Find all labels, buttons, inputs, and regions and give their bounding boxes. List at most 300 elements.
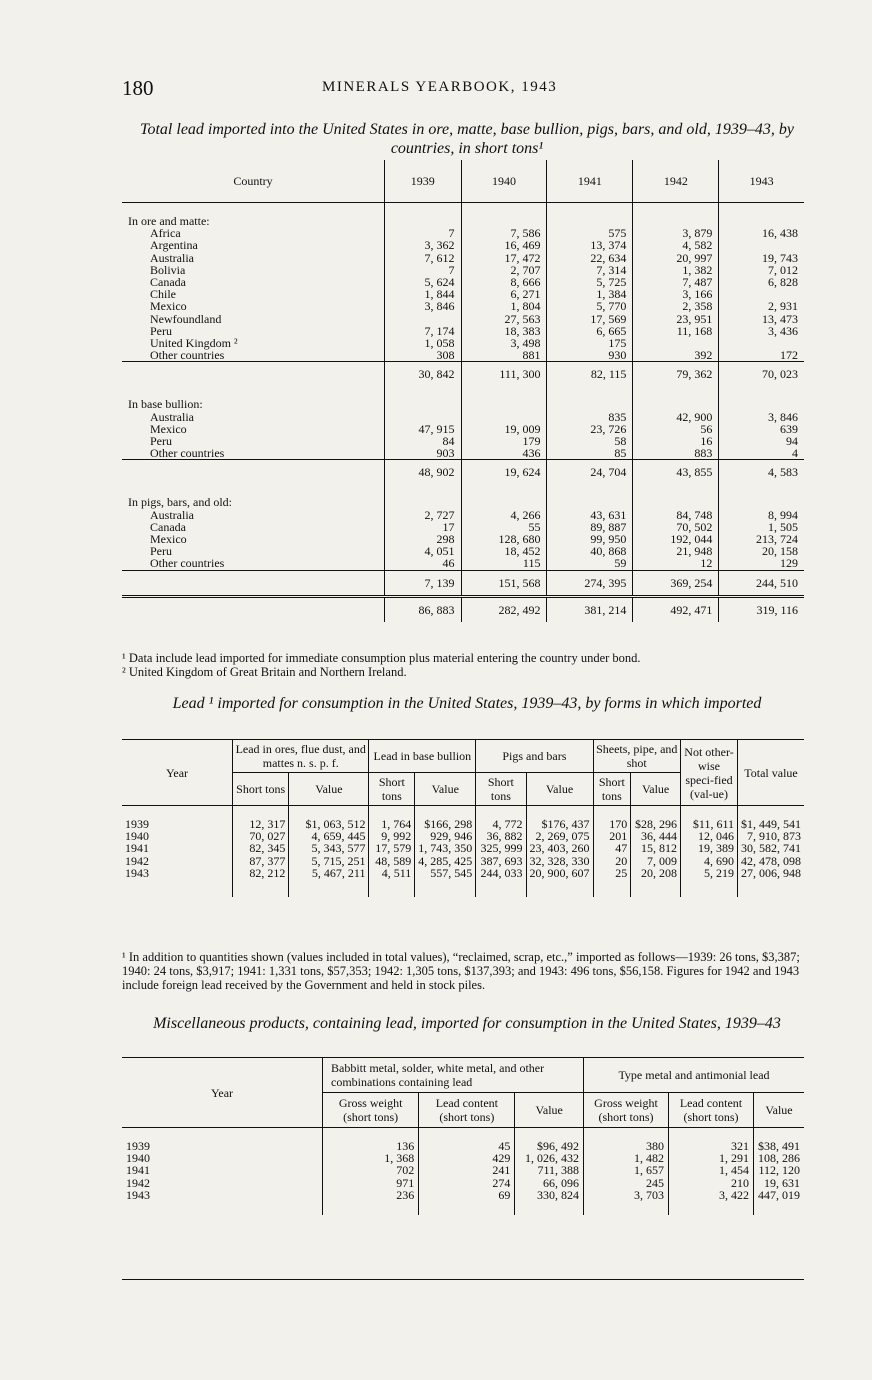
spacer-cell — [547, 386, 633, 398]
country-name: Argentina — [122, 239, 385, 251]
tonnage-cell: 13, 473 — [762, 311, 798, 326]
value-cell: 1, 657 — [584, 1164, 669, 1176]
tonnage-cell: 27, 563 — [461, 313, 547, 325]
tonnage-cell: 308 — [385, 349, 462, 362]
total-cell: 48, 902 — [385, 460, 462, 485]
value-cell: 330, 824 — [515, 1189, 584, 1215]
table3-title: Miscellaneous products, containing lead, imported for consumption in the United States, 1939–43 — [153, 1015, 781, 1032]
value-cell: 245 — [584, 1177, 669, 1189]
tonnage-cell: 56 — [633, 423, 719, 435]
spacer-cell — [461, 386, 547, 398]
table-row — [122, 252, 804, 264]
empty-cell — [461, 398, 547, 410]
value-cell: 17, 579 — [369, 842, 415, 854]
year-header: 1943 — [719, 160, 804, 203]
value-cell: 66, 096 — [515, 1177, 584, 1189]
value-cell: $11, 611 — [681, 806, 738, 831]
table3-bottom-rule — [122, 1279, 804, 1280]
tonnage-cell: 7, 174 — [385, 325, 462, 337]
tonnage-cell: 18, 452 — [461, 545, 547, 557]
country-name: Australia — [122, 509, 385, 521]
value-cell: 48, 589 — [369, 855, 415, 867]
tonnage-cell: 40, 868 — [547, 545, 633, 557]
spacer-cell — [719, 203, 804, 216]
tonnage-cell: 17 — [385, 521, 462, 533]
value-cell: 5, 343, 577 — [289, 842, 369, 854]
tonnage-cell: 1, 384 — [547, 288, 633, 300]
year-cell: 1940 — [126, 1151, 150, 1166]
value-cell: $166, 298 — [415, 806, 476, 831]
total-cell: 7, 139 — [385, 570, 462, 596]
table-row — [122, 313, 804, 325]
spacer-cell — [633, 386, 719, 398]
tonnage-cell: 70, 502 — [633, 521, 719, 533]
value-cell: 447, 019 — [753, 1189, 804, 1215]
tonnage-cell: 1, 804 — [461, 300, 547, 312]
value-cell: 929, 946 — [415, 830, 476, 842]
total-cell: 82, 115 — [547, 362, 633, 387]
empty-cell — [719, 398, 804, 410]
tonnage-cell: 7 — [385, 227, 462, 239]
value-cell: $38, 491 — [753, 1128, 804, 1153]
tonnage-cell: 930 — [547, 349, 633, 362]
total-cell: 4, 583 — [719, 460, 804, 485]
tonnage-cell: 6, 271 — [461, 288, 547, 300]
tonnage-cell: 20, 158 — [762, 544, 798, 559]
page-number: 180 — [122, 76, 154, 100]
table-row — [122, 447, 804, 460]
value-cell: $1, 063, 512 — [289, 806, 369, 831]
tonnage-cell: 84 — [385, 435, 462, 447]
country-name: Mexico — [122, 300, 385, 312]
country-name: Peru — [122, 325, 385, 337]
table1-title: Total lead imported into the United States in ore, matte, base bullion, pigs, bars, and old, 1939–43, by countries, in short tons¹ — [140, 121, 794, 157]
table-row — [122, 1152, 804, 1164]
tonnage-cell: 16, 438 — [762, 226, 798, 241]
tonnage-cell: 881 — [461, 349, 547, 362]
value-cell: 244, 033 — [476, 867, 526, 897]
value-cell: 108, 286 — [753, 1152, 804, 1164]
value-cell: 274 — [419, 1177, 515, 1189]
tonnage-cell: 16, 469 — [461, 239, 547, 251]
tonnage-cell: 59 — [547, 557, 633, 570]
value-cell: 20, 208 — [631, 867, 681, 897]
value-cell: 241 — [419, 1164, 515, 1176]
tonnage-cell: 3, 498 — [461, 337, 547, 349]
short-tons-header: Short tons — [476, 773, 526, 806]
tonnage-cell: 58 — [547, 435, 633, 447]
tonnage-cell: 4, 582 — [633, 239, 719, 251]
country-name: Canada — [122, 521, 385, 533]
value-header: Value — [631, 773, 681, 806]
total-cell: 70, 023 — [719, 362, 804, 387]
sheets-pipe-shot-header: Sheets, pipe, and shot — [593, 740, 680, 773]
value-cell: 170 — [593, 806, 631, 831]
value-cell: 5, 467, 211 — [289, 867, 369, 897]
value-cell: 7, 910, 873 — [738, 830, 805, 842]
tonnage-cell: 3, 879 — [633, 227, 719, 239]
section-heading-row — [122, 398, 804, 410]
tonnage-cell — [385, 411, 462, 423]
value-cell: 25 — [593, 867, 631, 897]
empty-cell — [633, 398, 719, 410]
value-cell: 36, 882 — [476, 830, 526, 842]
country-name: Chile — [122, 288, 385, 300]
table-row — [122, 1128, 804, 1153]
spacer-cell — [385, 484, 462, 496]
total-label-cell — [122, 460, 385, 485]
tonnage-cell — [461, 411, 547, 423]
spacer-cell — [719, 386, 804, 398]
total-cell: 274, 395 — [547, 570, 633, 596]
tonnage-cell: 17, 472 — [461, 252, 547, 264]
tonnage-cell: 13, 374 — [547, 239, 633, 251]
table2-title: Lead ¹ imported for consumption in the United States, 1939–43, by forms in which imported — [172, 695, 762, 712]
value-cell: 3, 703 — [584, 1189, 669, 1215]
value-cell: 5, 219 — [681, 867, 738, 897]
tonnage-cell: 22, 634 — [547, 252, 633, 264]
spacer-cell — [547, 484, 633, 496]
tonnage-cell: 94 — [786, 434, 798, 449]
tonnage-cell: 129 — [780, 556, 798, 571]
tonnage-cell: 7, 487 — [633, 276, 719, 288]
tonnage-cell: 4, 266 — [461, 509, 547, 521]
spacer-cell — [633, 203, 719, 216]
spacer-cell — [385, 203, 462, 216]
value-cell: 325, 999 — [476, 842, 526, 854]
year-cell: 1942 — [125, 853, 149, 868]
table-row — [122, 239, 804, 251]
value-cell: 210 — [669, 1177, 754, 1189]
tonnage-cell: 11, 168 — [633, 325, 719, 337]
value-cell: 387, 693 — [476, 855, 526, 867]
empty-cell — [633, 496, 719, 508]
year-cell: 1941 — [125, 841, 149, 856]
header-row — [122, 160, 804, 203]
tonnage-cell: 4, 051 — [385, 545, 462, 557]
tonnage-cell: 19, 009 — [461, 423, 547, 435]
tonnage-cell: 55 — [461, 521, 547, 533]
year-header: 1940 — [461, 160, 547, 203]
table2-body — [122, 806, 804, 898]
tonnage-cell: 99, 950 — [547, 533, 633, 545]
total-label-cell — [122, 570, 385, 596]
value-cell: $1, 449, 541 — [738, 806, 805, 831]
spacer-cell — [461, 484, 547, 496]
tonnage-cell: 6, 665 — [547, 325, 633, 337]
spacer-row — [122, 203, 804, 216]
value-cell: 27, 006, 948 — [738, 867, 805, 897]
value-cell: 971 — [323, 1177, 419, 1189]
value-cell: $96, 492 — [515, 1128, 584, 1153]
value-header: Value — [289, 773, 369, 806]
table-row — [122, 411, 804, 423]
tonnage-cell: 89, 887 — [547, 521, 633, 533]
tonnage-cell: 21, 948 — [633, 545, 719, 557]
tonnage-cell: 2, 707 — [461, 264, 547, 276]
value-header: Value — [415, 773, 476, 806]
value-cell: 20 — [593, 855, 631, 867]
tonnage-cell: 84, 748 — [633, 509, 719, 521]
grand-total-cell: 86, 883 — [385, 596, 462, 622]
value-cell: $28, 296 — [631, 806, 681, 831]
country-name: Mexico — [122, 423, 385, 435]
total-cell: 30, 842 — [385, 362, 462, 387]
tonnage-cell: 18, 383 — [461, 325, 547, 337]
year-cell: 1939 — [126, 1139, 150, 1153]
value-cell: 69 — [419, 1189, 515, 1215]
value-cell: 4, 659, 445 — [289, 830, 369, 842]
value-cell: 1, 764 — [369, 806, 415, 831]
value-cell: 7, 009 — [631, 855, 681, 867]
value-cell: 1, 454 — [669, 1164, 754, 1176]
table1-footnote-1: ¹ Data include lead imported for immediate consumption plus material entering the country under bond. — [122, 651, 641, 665]
year-header: Year — [122, 740, 233, 806]
spacer-cell — [461, 203, 547, 216]
grand-total-cell: 319, 116 — [719, 596, 804, 622]
tonnage-cell: 43, 631 — [547, 509, 633, 521]
running-head: MINERALS YEARBOOK, 1943 — [322, 79, 558, 95]
value-cell: 2, 269, 075 — [526, 830, 593, 842]
total-cell: 369, 254 — [633, 570, 719, 596]
empty-cell — [385, 398, 462, 410]
gross-weight-header: Gross weight (short tons) — [323, 1093, 419, 1128]
value-cell: 557, 545 — [415, 867, 476, 897]
tonnage-cell: 3, 362 — [385, 239, 462, 251]
tonnage-cell: 5, 770 — [547, 300, 633, 312]
tonnage-cell: 5, 725 — [547, 276, 633, 288]
section-heading: In ore and matte: — [122, 215, 385, 227]
tonnage-cell: 2, 931 — [768, 299, 798, 314]
year-header: 1942 — [633, 160, 719, 203]
tonnage-cell: 2, 727 — [385, 509, 462, 521]
value-cell: 9, 992 — [369, 830, 415, 842]
babbitt-metal-header: Babbitt metal, solder, white metal, and other combinations containing lead — [323, 1058, 584, 1093]
value-cell: 5, 715, 251 — [289, 855, 369, 867]
lead-content-header: Lead content (short tons) — [419, 1093, 515, 1128]
section-total-row — [122, 460, 804, 485]
tonnage-cell: 436 — [461, 447, 547, 460]
year-header: 1941 — [547, 160, 633, 203]
tonnage-cell: 23, 726 — [547, 423, 633, 435]
tonnage-cell: 85 — [547, 447, 633, 460]
misc-lead-products-table — [122, 1057, 804, 1215]
country-header: Country — [122, 160, 385, 203]
section-heading: In pigs, bars, and old: — [122, 496, 385, 508]
country-name: Bolivia — [122, 264, 385, 276]
total-value-header: Total value — [738, 740, 805, 806]
value-cell: 42, 478, 098 — [738, 855, 805, 867]
tonnage-cell — [385, 313, 462, 325]
value-cell: 429 — [419, 1152, 515, 1164]
value-cell: 4, 285, 425 — [415, 855, 476, 867]
tonnage-cell: 1, 058 — [385, 337, 462, 349]
section-heading: In base bullion: — [122, 398, 385, 410]
grand-total-cell: 381, 214 — [547, 596, 633, 622]
tonnage-cell: 4 — [792, 446, 798, 461]
year-cell: 1943 — [126, 1187, 150, 1202]
tonnage-cell: 12 — [633, 557, 719, 570]
total-label-cell — [122, 596, 385, 622]
total-cell: 111, 300 — [461, 362, 547, 387]
section-heading-row — [122, 496, 804, 508]
tonnage-cell: 1, 382 — [633, 264, 719, 276]
country-name: Peru — [122, 435, 385, 447]
base-bullion-header: Lead in base bullion — [369, 740, 476, 773]
value-cell: 12, 317 — [233, 806, 289, 831]
short-tons-header: Short tons — [233, 773, 289, 806]
tonnage-cell: 8, 666 — [461, 276, 547, 288]
spacer-cell — [633, 484, 719, 496]
table-row — [122, 867, 804, 897]
empty-cell — [385, 496, 462, 508]
tonnage-cell: 7 — [385, 264, 462, 276]
year-header: 1939 — [385, 160, 462, 203]
lead-content-header: Lead content (short tons) — [669, 1093, 754, 1128]
value-cell: 19, 389 — [681, 842, 738, 854]
value-cell: 136 — [323, 1128, 419, 1153]
value-cell: 1, 026, 432 — [515, 1152, 584, 1164]
value-cell: 702 — [323, 1164, 419, 1176]
table-row — [122, 806, 804, 831]
grand-total-cell: 282, 492 — [461, 596, 547, 622]
tonnage-cell: 3, 846 — [385, 300, 462, 312]
tonnage-cell: 2, 358 — [633, 300, 719, 312]
value-cell: 82, 212 — [233, 867, 289, 897]
table2-footnote: ¹ In addition to quantities shown (values included in total values), “reclaimed, scrap, etc.,” imported as follows—1939: 26 tons, $3,387; 1940: 24 tons, $3,917; 1941: 1,331 tons, $57,353; 1942: 1,305 tons, $137,393; and 1943: 496 tons, $56,158. Figures for 1942 and 1943 include foreign lead received by the Government and held in stock piles. — [122, 950, 800, 992]
total-cell: 151, 568 — [461, 570, 547, 596]
empty-cell — [719, 496, 804, 508]
value-cell: 380 — [584, 1128, 669, 1153]
total-cell: 19, 624 — [461, 460, 547, 485]
total-cell: 24, 704 — [547, 460, 633, 485]
tonnage-cell: 46 — [385, 557, 462, 570]
total-cell: 43, 855 — [633, 460, 719, 485]
total-label-cell — [122, 362, 385, 387]
year-cell: 1941 — [126, 1163, 150, 1178]
tonnage-cell: 179 — [461, 435, 547, 447]
tonnage-cell: 575 — [547, 227, 633, 239]
value-cell: 1, 368 — [323, 1152, 419, 1164]
table-row — [122, 349, 804, 362]
table-row — [122, 1189, 804, 1215]
year-cell: 1943 — [125, 865, 149, 880]
year-cell: 1942 — [126, 1175, 150, 1190]
country-name: Australia — [122, 411, 385, 423]
tonnage-cell: 6, 828 — [768, 275, 798, 290]
page-header — [122, 76, 802, 100]
spacer-cell — [719, 484, 804, 496]
tonnage-cell: 128, 680 — [461, 533, 547, 545]
tonnage-cell: 392 — [633, 349, 719, 362]
country-name: Other countries — [122, 557, 385, 570]
spacer-cell — [385, 386, 462, 398]
tonnage-cell: 47, 915 — [385, 423, 462, 435]
value-cell: 112, 120 — [753, 1164, 804, 1176]
section-total-row — [122, 362, 804, 387]
tonnage-cell: 42, 900 — [633, 411, 719, 423]
pigs-bars-header: Pigs and bars — [476, 740, 593, 773]
tonnage-cell: 835 — [547, 411, 633, 423]
table-row — [122, 842, 804, 854]
value-cell: 1, 291 — [669, 1152, 754, 1164]
value-cell: 30, 582, 741 — [738, 842, 805, 854]
total-cell: 244, 510 — [719, 570, 804, 596]
value-cell: 32, 328, 330 — [526, 855, 593, 867]
country-name: Other countries — [122, 349, 385, 362]
tonnage-cell: 1, 844 — [385, 288, 462, 300]
tonnage-cell: 19, 743 — [762, 250, 798, 265]
country-name: Australia — [122, 252, 385, 264]
table-row — [122, 300, 804, 312]
empty-cell — [547, 496, 633, 508]
tonnage-cell: 175 — [547, 337, 633, 349]
tonnage-cell: 5, 624 — [385, 276, 462, 288]
year-cell: 1939 — [125, 817, 149, 831]
value-header: Value — [515, 1093, 584, 1128]
value-cell: 321 — [669, 1128, 754, 1153]
value-cell: 23, 403, 260 — [526, 842, 593, 854]
value-cell: 4, 690 — [681, 855, 738, 867]
value-cell: 711, 388 — [515, 1164, 584, 1176]
value-cell: 3, 422 — [669, 1189, 754, 1215]
grand-total-cell: 492, 471 — [633, 596, 719, 622]
tonnage-cell: 3, 846 — [768, 409, 798, 424]
country-name: Mexico — [122, 533, 385, 545]
value-cell: 47 — [593, 842, 631, 854]
value-cell: 1, 743, 350 — [415, 842, 476, 854]
spacer-row — [122, 386, 804, 398]
value-cell: 4, 511 — [369, 867, 415, 897]
section-total-row — [122, 570, 804, 596]
year-header: Year — [122, 1058, 323, 1128]
value-cell: 4, 772 — [476, 806, 526, 831]
short-tons-header: Short tons — [369, 773, 415, 806]
total-cell: 79, 362 — [633, 362, 719, 387]
value-cell: 36, 444 — [631, 830, 681, 842]
empty-cell — [461, 496, 547, 508]
tonnage-cell: 115 — [461, 557, 547, 570]
tonnage-cell: 213, 724 — [756, 532, 798, 547]
tonnage-cell — [719, 239, 804, 251]
value-cell: 70, 027 — [233, 830, 289, 842]
grand-total-row — [122, 596, 804, 622]
spacer-cell — [547, 203, 633, 216]
value-cell: $176, 437 — [526, 806, 593, 831]
not-otherwise-specified-header: Not other-wise speci-fied (val-ue) — [681, 740, 738, 806]
value-cell: 20, 900, 607 — [526, 867, 593, 897]
gross-weight-header: Gross weight (short tons) — [584, 1093, 669, 1128]
value-cell: 19, 631 — [753, 1177, 804, 1189]
tonnage-cell: 7, 586 — [461, 227, 547, 239]
tonnage-cell: 23, 951 — [633, 313, 719, 325]
tonnage-cell: 1, 505 — [768, 519, 798, 534]
lead-imports-by-form-table — [122, 739, 804, 897]
country-name: United Kingdom ² — [122, 337, 385, 349]
value-cell: 82, 345 — [233, 842, 289, 854]
value-header: Value — [526, 773, 593, 806]
value-cell: 45 — [419, 1128, 515, 1153]
type-metal-header: Type metal and antimonial lead — [584, 1058, 805, 1093]
tonnage-cell: 20, 997 — [633, 252, 719, 264]
year-cell: 1940 — [125, 829, 149, 844]
country-name: Africa — [122, 227, 385, 239]
tonnage-cell: 17, 569 — [547, 313, 633, 325]
country-name: Canada — [122, 276, 385, 288]
ores-header: Lead in ores, flue dust, and mattes n. s. p. f. — [233, 740, 369, 773]
table-row — [122, 1164, 804, 1176]
table-row — [122, 855, 804, 867]
